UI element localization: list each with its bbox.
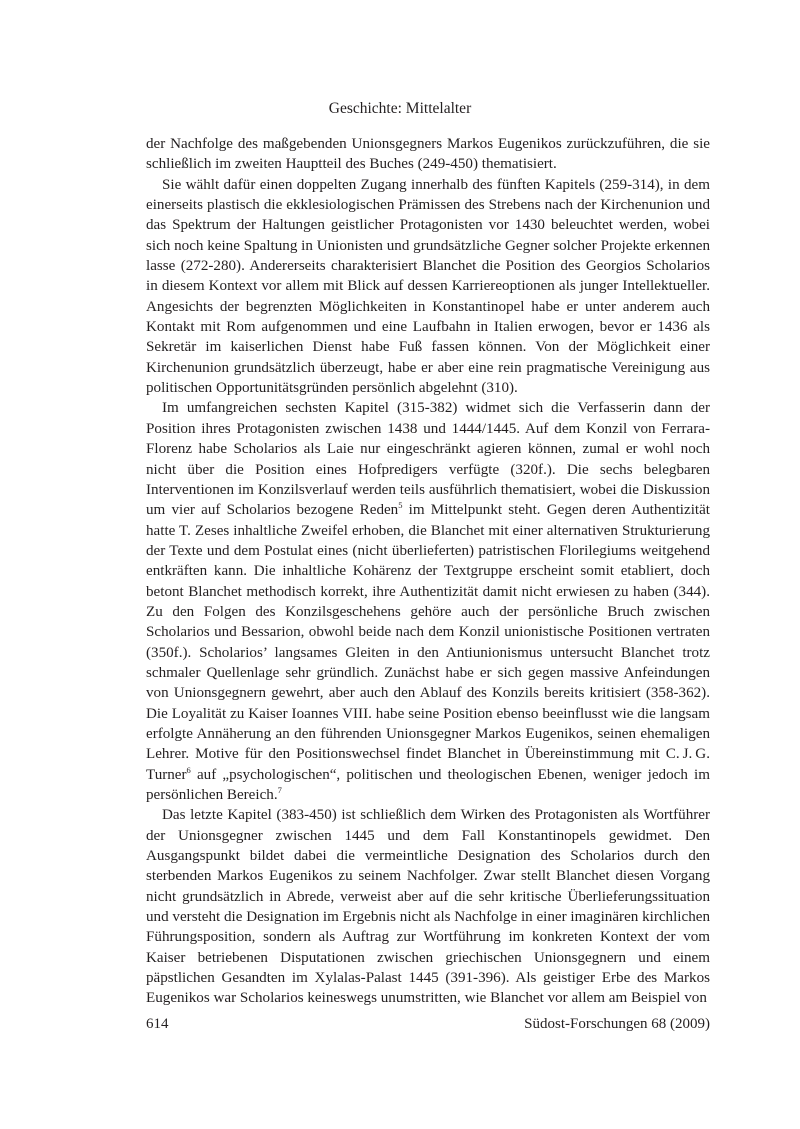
text-run: Im umfangreichen sechsten Kapitel (315-382) widmet sich die Verfasserin dann der Position ihres Protagonisten zwischen 1438 und 1444/1445. Auf dem Konzil von Ferrara-Florenz habe Scholarios als Laie nur eingeschränkt agieren können, zumal er wohl noch nicht über die Position eines Hofpredigers verfügte (320f.). Die sechs belegbaren Interventionen im Konzilsverlauf werden teils ausführlich thematisiert, wobei die Diskussion um vier auf Scholarios bezogene Reden [146, 400, 710, 519]
paragraph [146, 398, 710, 805]
body-text [146, 134, 710, 1009]
journal-reference: Südost-Forschungen 68 (2009) [524, 1016, 710, 1032]
text-run: der Nachfolge des maßgebenden Unionsgegners Markos Eugenikos zurückzuführen, die sie schließlich im zweiten Hauptteil des Buches (249-450) thematisiert. [146, 136, 710, 173]
running-head: Geschichte: Mittelalter [328, 100, 472, 117]
page-number: 614 [146, 1016, 169, 1032]
text-run: Sie wählt dafür einen doppelten Zugang innerhalb des fünften Kapitels (259-314), in dem einerseits plastisch die ekklesiologischen Prämissen des Strebens nach der Kirchenunion und das Spektrum der Haltungen geistlicher Protagonisten vor 1430 beleuchtet werden, wobei sich noch keine Spaltung in Unionisten und grundsätzliche Gegner solcher Projekte erkennen lasse (272-280). Andererseits charakterisiert Blanchet die Position des Georgios Scholarios in diesem Kontext vor allem mit Blick auf dessen Karriereoptionen als junger Intellektueller. Angesichts der begrenzten Möglichkeiten in Konstantinopel habe er unter anderem auch Kontakt mit Rom aufgenommen und eine Laufbahn in Italien erwogen, bevor er 1436 als Sekretär im kaiserlichen Dienst habe Fuß fassen können. Von der Möglichkeit einer Kirchenunion grundsätzlich überzeugt, habe er aber eine rein pragmatische Vereinigung aus politischen Opportunitätsgründen persönlich abgelehnt (310). [146, 176, 710, 397]
text-run: Das letzte Kapitel (383-450) ist schließlich dem Wirken des Protagonisten als Wortführer der Unionsgegner zwischen 1445 und dem Fall Konstantinopels gewidmet. Den Ausgangspunkt bildet dabei die vermeintliche Designation des Scholarios durch den sterbenden Markos Eugenikos zu seinem Nachfolger. Zwar stellt Blanchet diesen Vorgang nicht grundsätzlich in Abrede, verweist aber auf die sehr kritische Überlieferungssituation und versteht die Designation im Ergebnis nicht als Nachfolge in einer imaginären kirchlichen Führungsposition, sondern als Auftrag zur Wortführung im konkreten Kontext der vom Kaiser betriebenen Disputationen zwischen griechischen Unionsgegnern und einem päpstlichen Gesandten im Xylalas-Palast 1445 (391-396). Als geistiger Erbe des Markos Eugenikos war Scholarios keineswegs unumstritten, wie Blanchet vor allem am Beispiel von [146, 807, 710, 1007]
text-run: auf „psychologischen“, politischen und theologischen Ebenen, weniger jedoch im persönlichen Bereich. [146, 766, 710, 803]
paragraph [146, 805, 710, 1008]
footnote-marker: 5 [398, 500, 403, 511]
paragraph [146, 134, 710, 175]
paragraph [146, 175, 710, 399]
footnote-marker: 7 [277, 785, 282, 795]
footnote-marker: 6 [186, 764, 191, 775]
text-run: im Mittelpunkt steht. Gegen deren Authentizität hatte T. Zeses inhaltliche Zweifel erhoben, die Blanchet mit einer alternativen Strukturierung der Texte und dem Postulat eines (nicht überlieferten) patristischen Florilegiums weitgehend entkräften kann. Die inhaltliche Kohärenz der Textgruppe erscheint somit etabliert, doch betont Blanchet methodisch korrekt, ihre Authentizität damit nicht erwiesen zu haben (344). Zu den Folgen des Konzilsgeschehens gehöre auch der persönliche Bruch zwischen Scholarios und Bessarion, obwohl beide nach dem Konzil unionistische Positionen vertraten (350f.). Scholarios’ langsames Gleiten in den Antiunionismus untersucht Blanchet trotz schmaler Quellenlage sehr gründlich. Zunächst habe er sich gegen massive Anfeindungen von Unionsgegnern gewehrt, aber auch den Ablauf des Konzils bereits kritisiert (358-362). Die Loyalität zu Kaiser Ioannes VIII. habe seine Position ebenso beeinflusst wie die langsam erfolgte Annäherung an den führenden Unionsgegner Markos Eugenikos, seinen ehemaligen Lehrer. Motive für den Positionswechsel findet Blanchet in Übereinstimmung mit C. J. G. Turner [146, 502, 710, 783]
